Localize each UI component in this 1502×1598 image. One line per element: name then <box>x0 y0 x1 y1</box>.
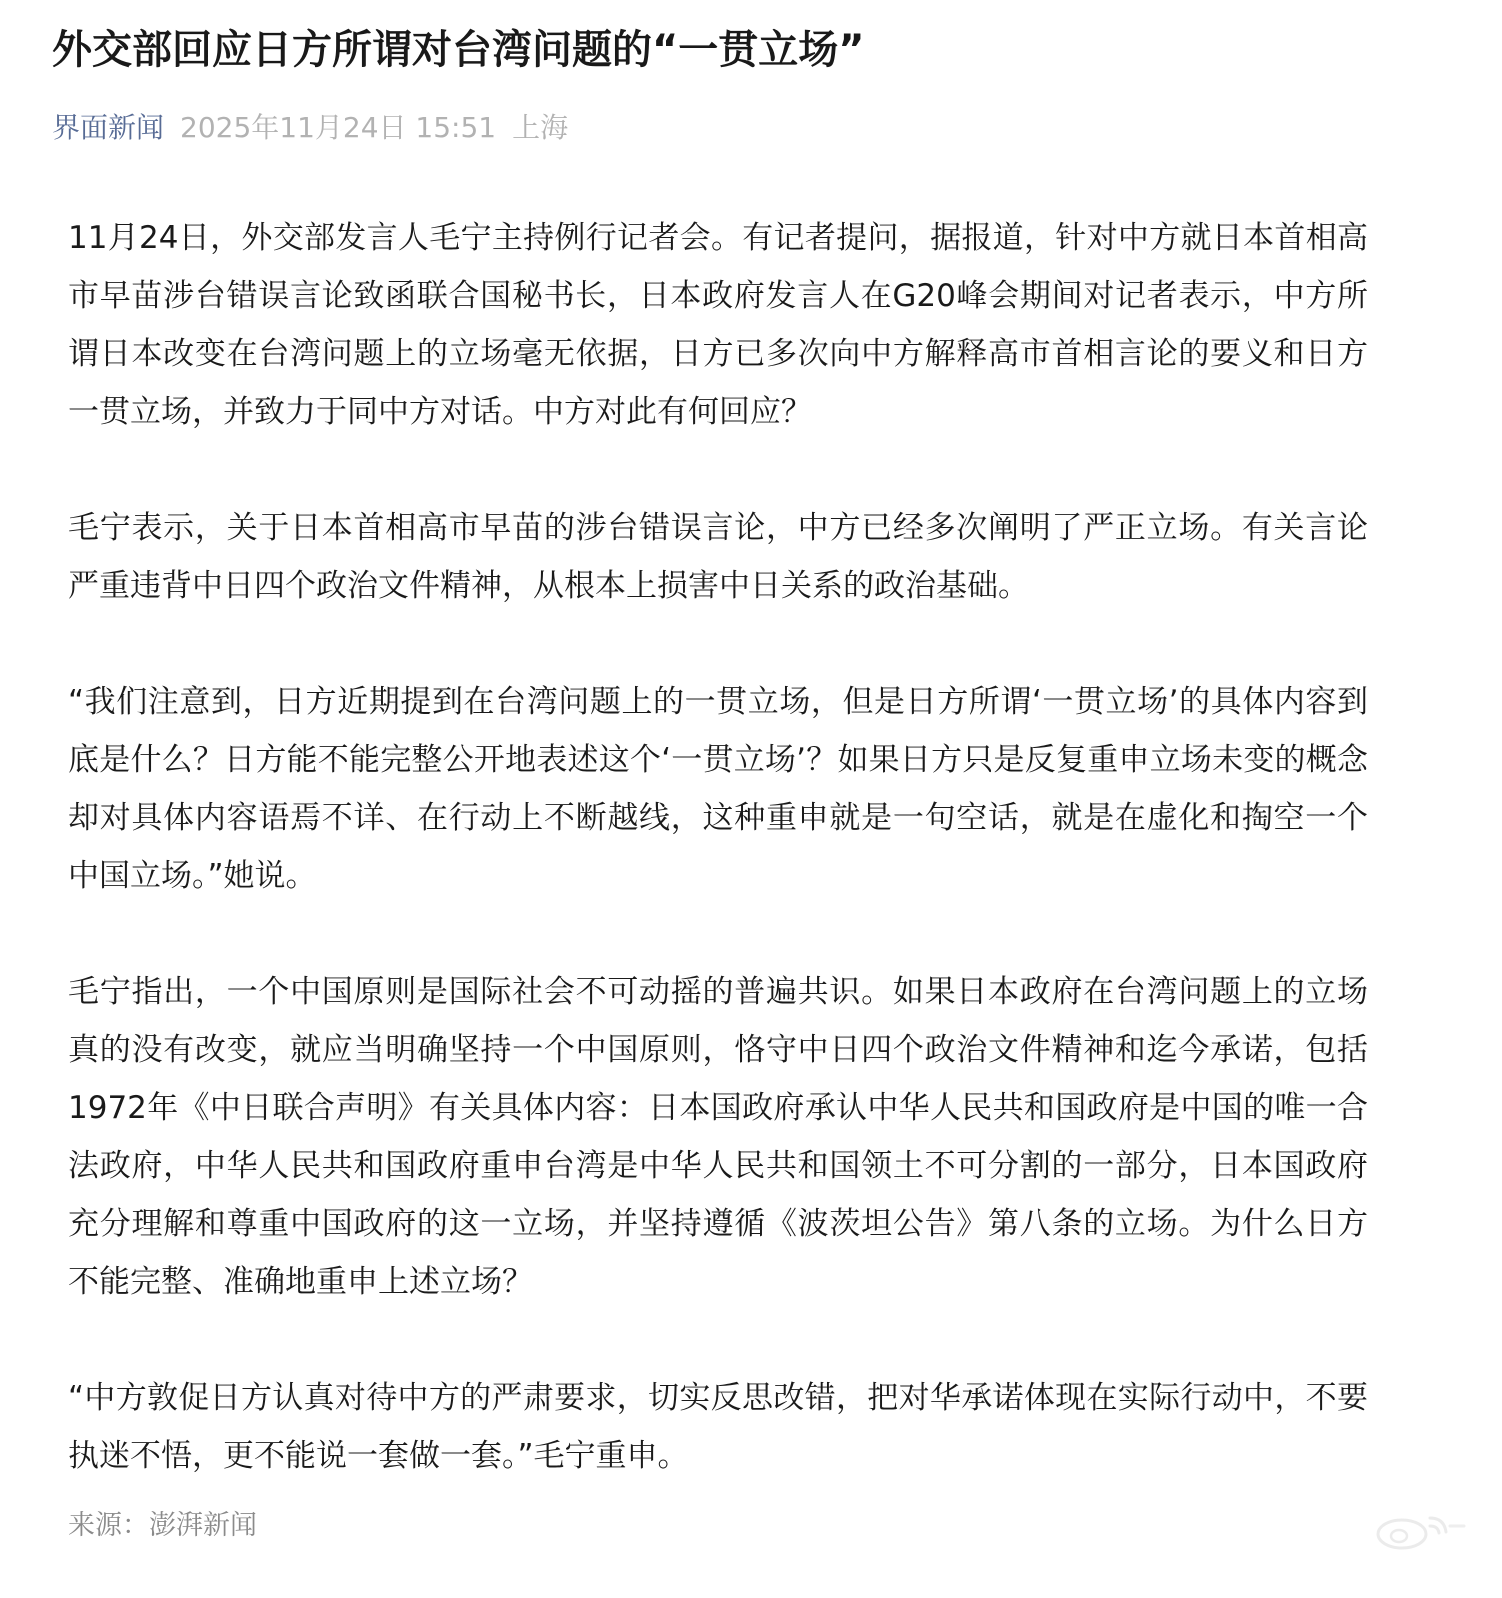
footer-source: 来源：澎湃新闻 <box>68 1510 257 1541</box>
paragraph-1: 11月24日，外交部发言人毛宁主持例行记者会。有记者提问，据报道，针对中方就日本首相高市早苗涉台错误言论致函联合国秘书长，日本政府发言人在G20峰会期间对记者表示，中方所谓日本改变在台湾问题上的立场毫无依据，日方已多次向中方解释高市首相言论的要义和日方一贯立场，并致力于同中方对话。中方对此有何回应？ <box>68 220 1368 430</box>
source-link[interactable]: 界面新闻 <box>52 111 165 144</box>
article-meta <box>52 108 568 148</box>
article-title: 外交部回应日方所谓对台湾问题的“一贯立场” <box>52 27 865 73</box>
weibo-watermark-icon <box>1372 1508 1468 1552</box>
publish-location: 上海 <box>512 111 569 144</box>
paragraph-2: 毛宁表示，关于日本首相高市早苗的涉台错误言论，中方已经多次阐明了严正立场。有关言论严重违背中日四个政治文件精神，从根本上损害中日关系的政治基础。 <box>68 510 1368 604</box>
publish-datetime: 2025年11月24日 15:51 <box>180 111 497 144</box>
paragraph-3: “我们注意到，日方近期提到在台湾问题上的一贯立场，但是日方所谓‘一贯立场’的具体内容到底是什么？日方能不能完整公开地表述这个‘一贯立场’？如果日方只是反复重申立场未变的概念却对具体内容语焉不详、在行动上不断越线，这种重申就是一句空话，就是在虚化和掏空一个中国立场。”她说。 <box>68 684 1368 894</box>
article-body <box>68 209 1368 1485</box>
paragraph-4: 毛宁指出，一个中国原则是国际社会不可动摇的普遍共识。如果日本政府在台湾问题上的立场真的没有改变，就应当明确坚持一个中国原则，恪守中日四个政治文件精神和迄今承诺，包括1972年《中日联合声明》有关具体内容：日本国政府承认中华人民共和国政府是中国的唯一合法政府，中华人民共和国政府重申台湾是中华人民共和国领土不可分割的一部分，日本国政府充分理解和尊重中国政府的这一立场，并坚持遵循《波茨坦公告》第八条的立场。为什么日方不能完整、准确地重申上述立场？ <box>68 974 1368 1300</box>
paragraph-5: “中方敦促日方认真对待中方的严肃要求，切实反思改错，把对华承诺体现在实际行动中，不要执迷不悟，更不能说一套做一套。”毛宁重申。 <box>68 1380 1368 1474</box>
